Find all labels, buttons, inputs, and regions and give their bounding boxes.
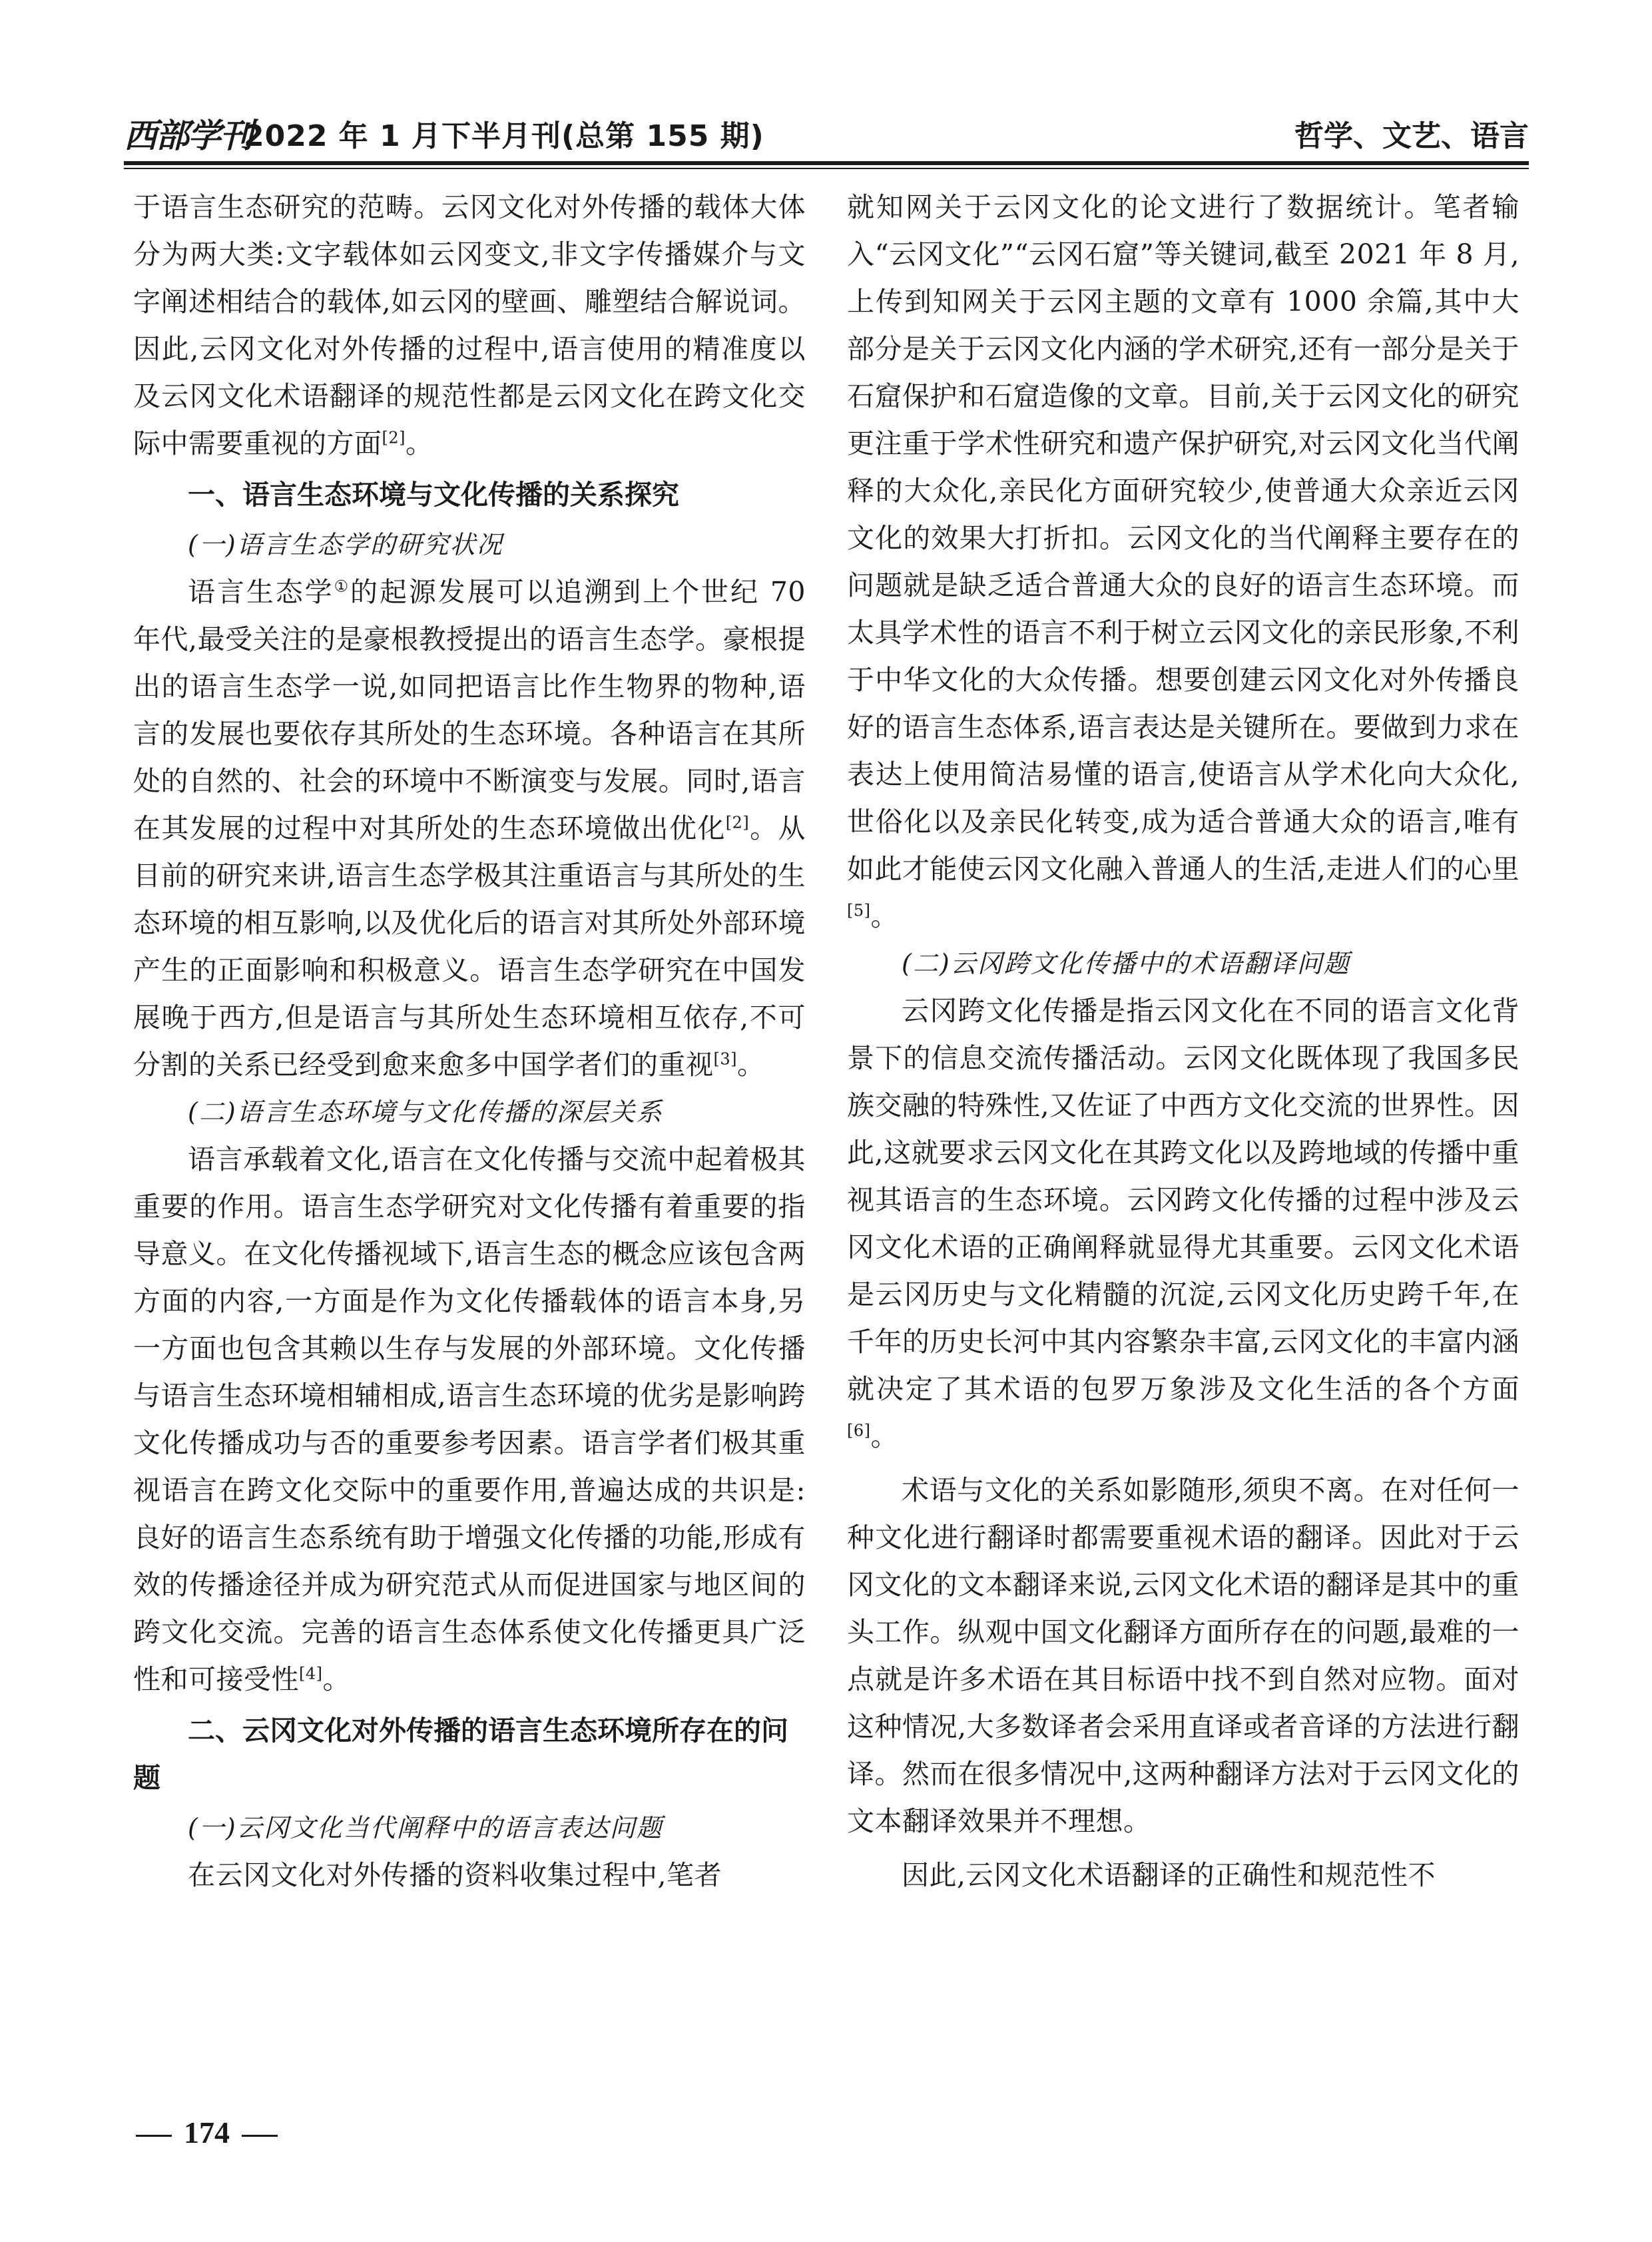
paragraph: 就知网关于云冈文化的论文进行了数据统计。笔者输入“云冈文化”“云冈石窟”等关键词,截至 2021 年 8 月,上传到知网关于云冈主题的文章有 1000 余篇,其中大部分是关于云冈文化内涵的学术研究,还有一部分是关于石窟保护和石窟造像的文章。目前,关于云冈文化的研究更注重于学术性研究和遗产保护研究,对云冈文化当代阐释的大众化,亲民化方面研究较少,使普通大众亲近云冈文化的效果大打折扣。云冈文化的当代阐释主要存在的问题就是缺乏适合普通大众的良好的语言生态环境。而太具学术性的语言不利于树立云冈文化的亲民形象,不利于中华文化的大众传播。想要创建云冈文化对外传播良好的语言生态体系,语言表达是关键所在。要做到力求在表达上使用简洁易懂的语言,使语言从学术化向大众化,世俗化以及亲民化转变,成为适合普通大众的语言,唯有如此才能使云冈文化融入普通人的生活,走进人们的心里[5]。: [847, 191, 1519, 932]
section-title: 哲学、文艺、语言: [1294, 119, 1529, 153]
paragraph: 语言承载着文化,语言在文化传播与交流中起着极其重要的作用。语言生态学研究对文化传播有着重要的指导意义。在文化传播视域下,语言生态的概念应该包含两方面的内容,一方面是作为文化传播载体的语言本身,另一方面也包含其赖以生存与发展的外部环境。文化传播与语言生态环境相辅相成,语言生态环境的优劣是影响跨文化传播成功与否的重要参考因素。语言学者们极其重视语言在跨文化交际中的重要作用,普遍达成的共识是:良好的语言生态系统有助于增强文化传播的功能,形成有效的传播途径并成为研究范式从而促进国家与地区间的跨文化交流。完善的语言生态体系使文化传播更具广泛性和可接受性[4]。: [133, 1143, 806, 1695]
citation: [3]: [713, 1049, 737, 1069]
paragraph: 语言生态学①的起源发展可以追溯到上个世纪 70 年代,最受关注的是豪根教授提出的语言生态学。豪根提出的语言生态学一说,如同把语言比作生物界的物种,语言的发展也要依存其所处的生态环境。各种语言在其所处的自然的、社会的环境中不断演变与发展。同时,语言在其发展的过程中对其所处的生态环境做出优化[2]。从目前的研究来讲,语言生态学极其注重语言与其所处的生态环境的相互影响,以及优化后的语言对其所处外部环境产生的正面影响和积极意义。语言生态学研究在中国发展晚于西方,但是语言与其所处生态环境相互依存,不可分割的关系已经受到愈来愈多中国学者们的重视[3]。: [133, 576, 806, 1081]
citation: [2]: [725, 813, 750, 832]
subsection-heading: (一)云冈文化当代阐释中的语言表达问题: [188, 1813, 663, 1842]
citation: [6]: [847, 1421, 871, 1440]
paragraph: 术语与文化的关系如影随形,须臾不离。在对任何一种文化进行翻译时都需要重视术语的翻译。因此对于云冈文化的文本翻译来说,云冈文化术语的翻译是其中的重头工作。纵观中国文化翻译方面所存在的问题,最难的一点就是许多术语在其目标语中找不到自然对应物。面对这种情况,大多数译者会采用直译或者音译的方法进行翻译。然而在很多情况中,这两种翻译方法对于云冈文化的文本翻译效果并不理想。: [847, 1474, 1519, 1837]
header-rule-thick: [124, 161, 1529, 165]
journal-logo: 西部学刊: [124, 116, 252, 155]
page-dash-right: [242, 2135, 278, 2137]
section-heading: 一、语言生态环境与文化传播的关系探究: [188, 479, 679, 511]
citation: [4]: [299, 1664, 323, 1683]
subsection-heading: (二)云冈跨文化传播中的术语翻译问题: [902, 949, 1350, 978]
paragraph: 在云冈文化对外传播的资料收集过程中,笔者: [188, 1859, 722, 1891]
paragraph: 因此,云冈文化术语翻译的正确性和规范性不: [902, 1859, 1436, 1891]
citation: [2]: [382, 428, 406, 447]
paragraph: 于语言生态研究的范畴。云冈文化对外传播的载体大体分为两大类:文字载体如云冈变文,非文字传播媒介与文字阐述相结合的载体,如云冈的壁画、雕塑结合解说词。因此,云冈文化对外传播的过程中,语言使用的精准度以及云冈文化术语翻译的规范性都是云冈文化在跨文化交际中需要重视的方面[2]。: [133, 191, 806, 459]
page-number: 174: [124, 2115, 290, 2150]
section-heading: 二、云冈文化对外传播的语言生态环境所存在的问题: [133, 1715, 788, 1794]
header-rule-thin: [124, 168, 1529, 169]
footnote-mark: ①: [334, 577, 351, 596]
subsection-heading: (一)语言生态学的研究状况: [188, 530, 503, 559]
subsection-heading: (二)语言生态环境与文化传播的深层关系: [188, 1097, 663, 1127]
left-column: [133, 184, 806, 1899]
page-dash-left: [136, 2135, 172, 2137]
paragraph: 云冈跨文化传播是指云冈文化在不同的语言文化背景下的信息交流传播活动。云冈文化既体现了我国多民族交融的特殊性,又佐证了中西方文化交流的世界性。因此,这就要求云冈文化在其跨文化以及跨地域的传播中重视其语言的生态环境。云冈跨文化传播的过程中涉及云冈文化术语的正确阐释就显得尤其重要。云冈文化术语是云冈历史与文化精髓的沉淀,云冈文化历史跨千年,在千年的历史长河中其内容繁杂丰富,云冈文化的丰富内涵就决定了其术语的包罗万象涉及文化生活的各个方面[6]。: [847, 995, 1519, 1452]
citation: [5]: [847, 901, 871, 920]
running-header: [124, 100, 1529, 173]
right-column: [847, 184, 1519, 1899]
issue-info: 2022 年 1 月下半月刊(总第 155 期): [244, 119, 764, 153]
